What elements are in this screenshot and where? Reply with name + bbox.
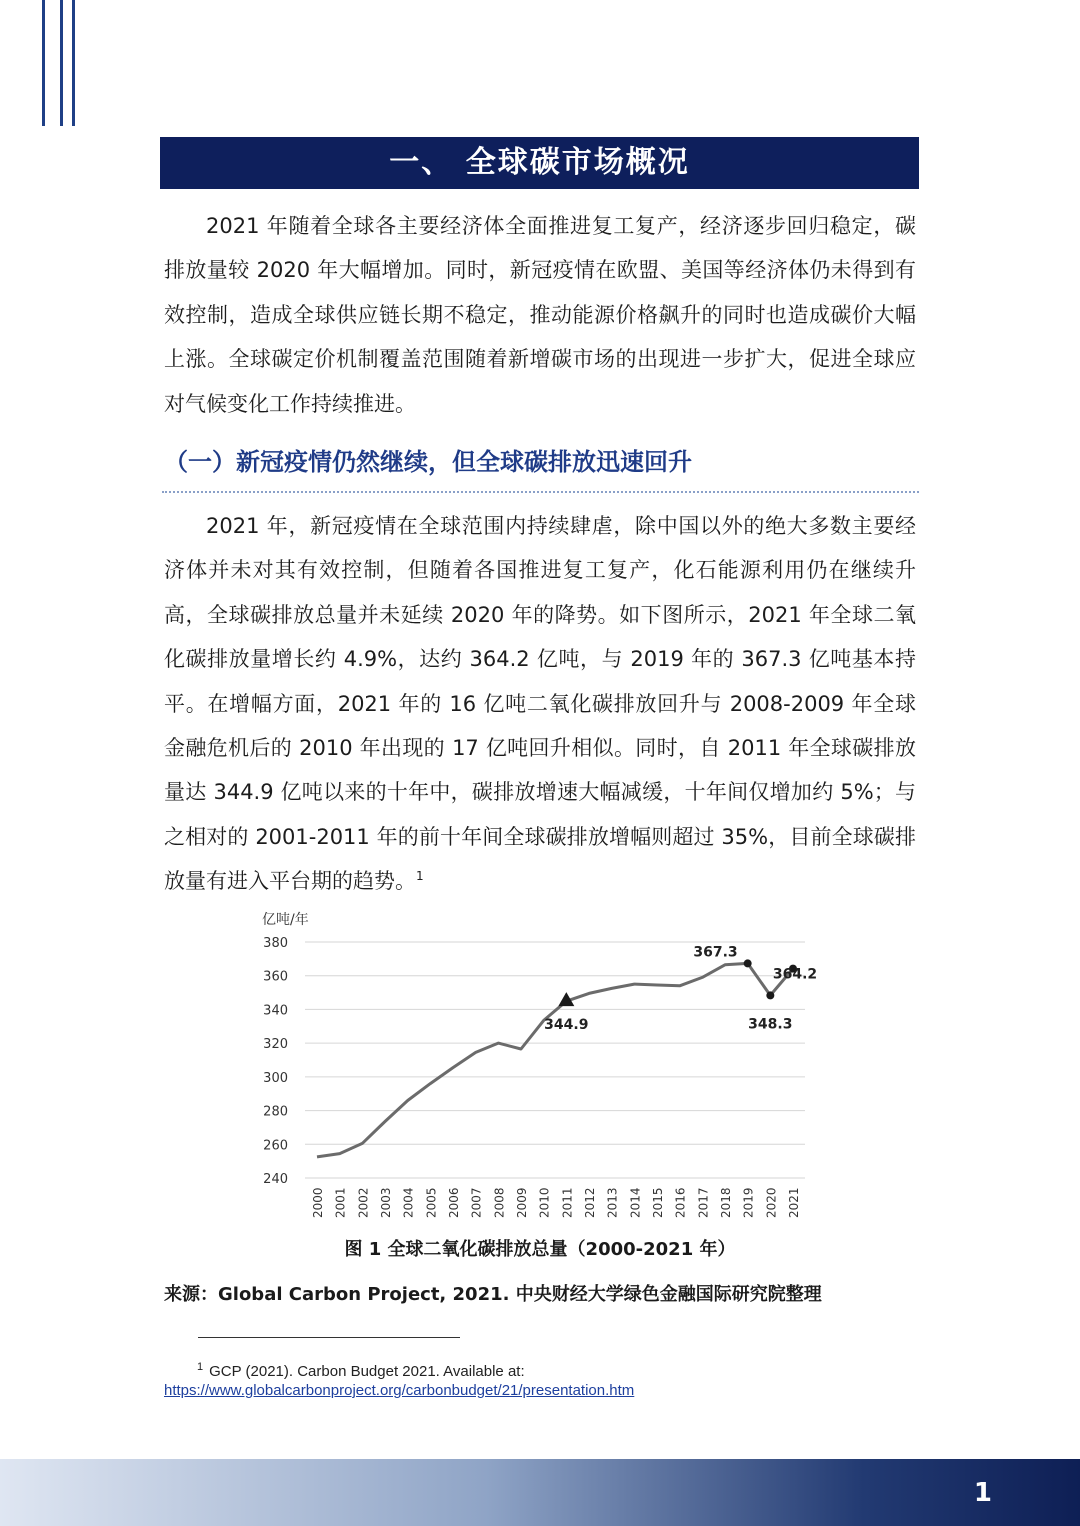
x-tick-label: 2003 — [379, 1187, 393, 1218]
figure-source: 来源：Global Carbon Project, 2021. 中央财经大学绿色金融国际研究院整理 — [164, 1284, 822, 1305]
x-tick-label: 2006 — [447, 1187, 461, 1218]
marker-dot — [766, 991, 774, 999]
y-tick-label: 260 — [263, 1138, 288, 1154]
x-tick-label: 2019 — [741, 1187, 756, 1218]
x-tick-label: 2002 — [356, 1187, 371, 1218]
data-label: 348.3 — [748, 1016, 793, 1033]
footer-band — [0, 1459, 1080, 1526]
x-tick-label: 2009 — [515, 1187, 529, 1218]
footnote-link[interactable]: https://www.globalcarbonproject.org/carbonbudget/21/presentation.htm — [164, 1382, 635, 1399]
y-tick-label: 240 — [263, 1172, 288, 1187]
body-paragraph — [164, 504, 916, 904]
y-tick-label: 300 — [263, 1070, 288, 1086]
marker-dot — [744, 959, 752, 967]
y-tick-label: 280 — [263, 1104, 288, 1120]
x-tick-label: 2020 — [764, 1187, 779, 1218]
x-tick-label: 2005 — [424, 1187, 439, 1218]
decorative-bar — [60, 0, 63, 126]
x-tick-label: 2018 — [719, 1187, 733, 1218]
data-label: 364.2 — [772, 966, 818, 983]
page-number: 1 — [973, 1478, 992, 1508]
x-tick-label: 2001 — [333, 1187, 348, 1218]
y-tick-label: 380 — [263, 936, 288, 951]
decorative-bar — [42, 0, 45, 126]
intro-paragraph: 2021 年随着全球各主要经济体全面推进复工复产，经济逐步回归稳定，碳排放量较 2020 年大幅增加。同时，新冠疫情在欧盟、美国等经济体仍未得到有效控制，造成全球供应链长期不稳定，推动能源价格飙升的同时也造成碳价大幅上涨。全球碳定价机制覆盖范围随着新增碳市场的出现进一步扩大，促进全球应对气候变化工作持续推进。 — [164, 214, 916, 416]
data-label: 367.3 — [693, 944, 738, 961]
footnote-marker[interactable]: 1 — [416, 869, 424, 884]
figure-caption: 图 1 全球二氧化碳排放总量（2000-2021 年） — [344, 1239, 736, 1260]
emissions-line-chart — [240, 900, 830, 1230]
x-tick-label: 2004 — [401, 1187, 416, 1218]
x-tick-label: 2010 — [537, 1187, 552, 1218]
subsection-title: （一）新冠疫情仍然继续，但全球碳排放迅速回升 — [164, 448, 692, 476]
x-tick-label: 2007 — [469, 1187, 484, 1218]
x-tick-label: 2016 — [673, 1187, 688, 1218]
footnote — [164, 1358, 864, 1400]
section-title: 一、 全球碳市场概况 — [160, 137, 919, 189]
y-tick-label: 340 — [263, 1003, 288, 1019]
x-tick-label: 2013 — [605, 1187, 620, 1218]
x-tick-label: 2017 — [696, 1187, 711, 1218]
y-axis-label: 亿吨/年 — [262, 912, 309, 928]
decorative-bar — [72, 0, 75, 126]
x-tick-label: 2012 — [583, 1187, 597, 1218]
body-paragraph-text: 2021 年，新冠疫情在全球范围内持续肆虐，除中国以外的绝大多数主要经济体并未对其有效控制，但随着各国推进复工复产，化石能源利用仍在继续升高，全球碳排放总量并未延续 2020 年的降势。如下图所示，2021 年全球二氧化碳排放量增长约 4.9%，达约 364.2 亿吨，与 2019 年的 367.3 亿吨基本持平。在增幅方面，2021 年的 16 亿吨二氧化碳排放回升与 2008-2009 年全球金融危机后的 2010 年出现的 17 亿吨回升相似。同时，自 2011 年全球碳排放量达 344.9 亿吨以来的十年中，碳排放增速大幅减缓，十年间仅增加约 5%；与之相对的 2001-2011 年的前十年间全球碳排放增幅则超过 35%，目前全球碳排放量有进入平台期的趋势。 — [164, 514, 916, 894]
footnote-divider — [198, 1337, 460, 1338]
x-tick-label: 2011 — [560, 1187, 575, 1218]
x-tick-label: 2021 — [787, 1187, 801, 1218]
footnote-text: GCP (2021). Carbon Budget 2021. Available at: — [209, 1363, 525, 1380]
series-line — [317, 963, 793, 1157]
y-tick-label: 360 — [263, 969, 288, 985]
x-tick-label: 2014 — [628, 1187, 643, 1218]
x-tick-label: 2015 — [651, 1187, 665, 1218]
footnote-number: 1 — [197, 1361, 204, 1373]
x-tick-label: 2000 — [311, 1187, 325, 1218]
dotted-divider — [162, 491, 919, 493]
data-label: 344.9 — [544, 1017, 589, 1034]
x-tick-label: 2008 — [492, 1187, 507, 1218]
y-tick-label: 320 — [263, 1037, 288, 1053]
